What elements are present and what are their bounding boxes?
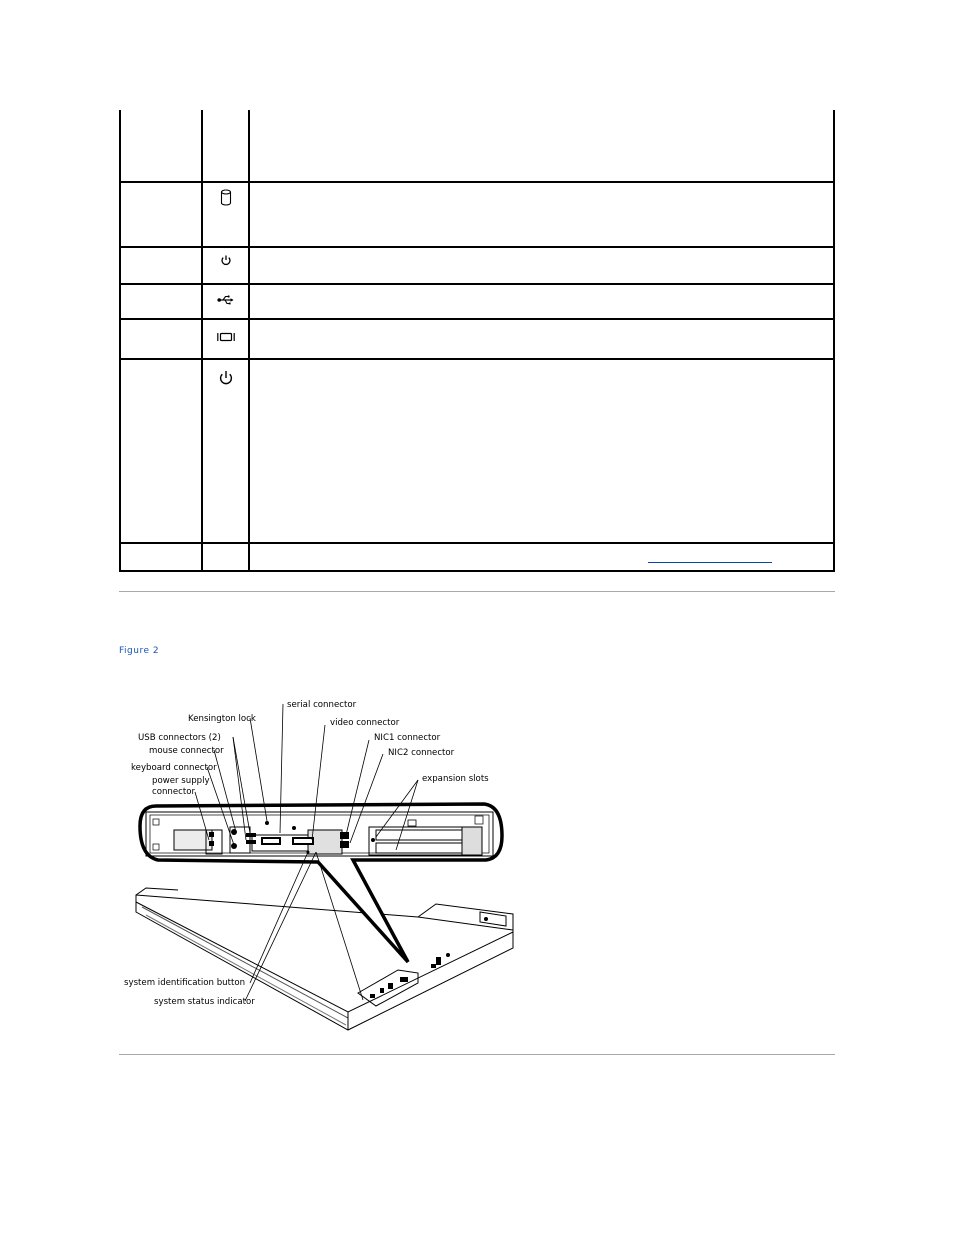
label-video-connector: video connector xyxy=(330,718,400,728)
label-nic2-connector: NIC2 connector xyxy=(388,748,455,758)
row-divider xyxy=(121,246,833,248)
video-icon xyxy=(216,327,236,347)
section-divider xyxy=(119,591,835,592)
system-power-icon xyxy=(216,250,236,270)
row-divider xyxy=(121,283,833,285)
row-divider xyxy=(121,181,833,183)
row-divider xyxy=(121,318,833,320)
label-kensington-lock: Kensington lock xyxy=(188,714,256,724)
usb-icon xyxy=(216,290,236,310)
label-keyboard-connector: keyboard connector xyxy=(131,763,217,773)
label-serial-connector: serial connector xyxy=(287,700,357,710)
indicator-table xyxy=(119,110,835,572)
label-usb-connectors: USB connectors (2) xyxy=(138,733,221,743)
row-divider xyxy=(121,542,833,544)
label-nic1-connector: NIC1 connector xyxy=(374,733,441,743)
label-system-identification-button: system identification button xyxy=(124,978,246,988)
label-expansion-slots: expansion slots xyxy=(422,774,489,784)
column-divider xyxy=(201,110,203,570)
hard-drive-icon xyxy=(216,188,236,208)
label-power-supply-connector: connector xyxy=(152,787,196,797)
label-power-supply: power supply xyxy=(152,776,210,786)
power-button-icon xyxy=(216,368,236,388)
column-divider xyxy=(248,110,250,570)
table-link[interactable] xyxy=(648,554,772,563)
row-divider xyxy=(121,358,833,360)
figure-2-link[interactable]: Figure 2 xyxy=(119,646,163,656)
back-panel-diagram xyxy=(118,690,518,1035)
label-system-status-indicator: system status indicator xyxy=(154,997,255,1007)
section-divider xyxy=(119,1054,835,1055)
label-mouse-connector: mouse connector xyxy=(149,746,224,756)
